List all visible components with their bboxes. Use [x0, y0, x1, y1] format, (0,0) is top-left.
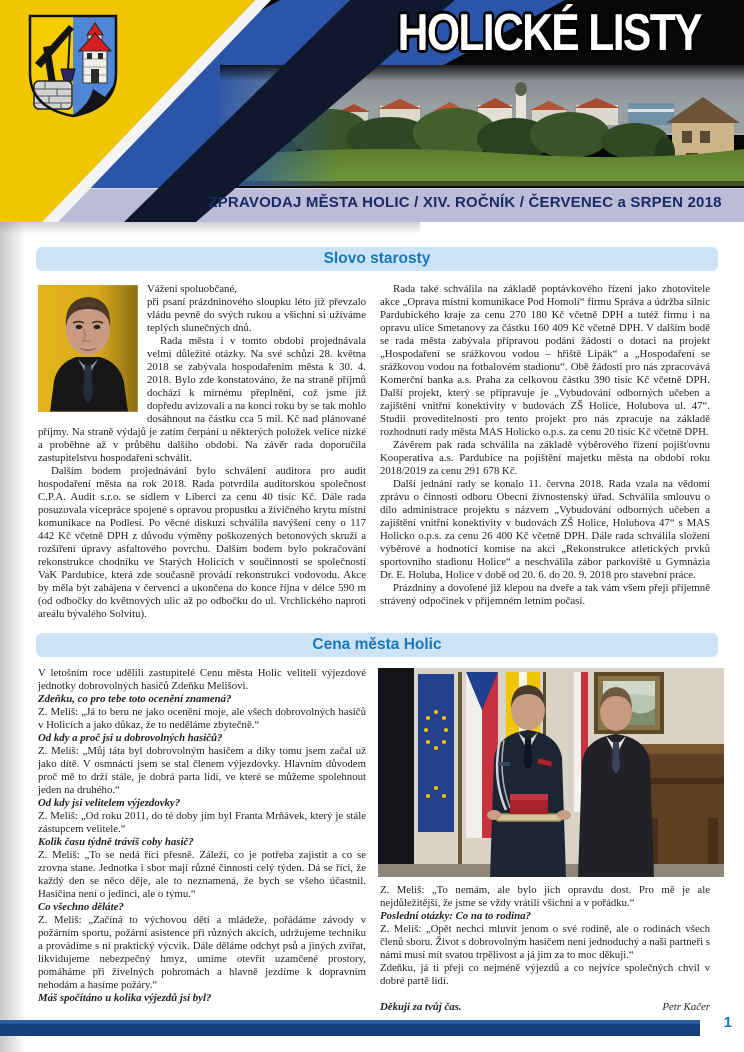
section-header-slovo-starosty	[36, 247, 718, 271]
paragraph: Zdeňku, já ti přeji co nejméně výjezdů a co nejvíce společných chvil v dobré partě lidí.	[380, 962, 710, 987]
page-edge-shadow	[0, 222, 26, 1052]
paragraph: Od kdy a proč jsi u dobrovolných hasičů?	[38, 732, 223, 744]
coat-of-arms-icon	[27, 13, 119, 119]
paragraph: Dalším bodem projednávání bylo schválení auditora pro audit hospodaření města na rok 2018. Rada potvrdila auditorskou společnost C.P.A. Audit s.r.o. se sídlem v Liberci za cenu 40 tisíc Kč. Dále rada posuzovala vícepráce spojené s opravou propustku a živičného krytu místní komunikace na Podlesí. Po věcné diskuzi schválila navýšení ceny o 117 442 Kč včetně DPH z důvodu výměny poškozených betonových skruží a rozšíření úpravy asfaltového povrchu. Dalším bodem bylo pokračování rekonstrukce chodníku ve Starých Holicích v součinnosti se společností VaK Pardubice, která zde současně provádí rekonstrukci vodovodu. Akce by měla být zahájena v červenci a ukončena do konce října v délce 590 m (od odbočky do květnových ulic až po odbočku do ul. Vrchlického naproti areálu bývalého Solvitu).	[38, 465, 366, 620]
interview-column-left	[38, 667, 366, 1005]
article-column-right	[380, 283, 710, 608]
paragraph: Zdeňku, co pro tebe toto ocenění znamená?	[38, 693, 232, 705]
paragraph: při psaní prázdninového sloupku léto již převzalo vládu pevně do svých rukou a všichni si užíváme teplých slunečných dnů.	[147, 296, 366, 334]
section-header-cena-mesta	[36, 633, 718, 657]
paragraph: Co všechno děláte?	[38, 901, 124, 913]
paragraph: V letošním roce udělili zastupitelé Cenu města Holic veliteli výjezdové jednotky dobrovolných hasičů Zdeňku Melišovi.	[38, 667, 366, 692]
newsletter-title: HOLICKÉ LISTY	[397, 4, 701, 62]
masthead	[0, 0, 744, 222]
award-ceremony-photo	[378, 668, 724, 877]
paragraph: Rada města i v tomto období projednávala velmi důležité otázky. Na své schůzi 28. května 2018 se zabývala hospodařením města k 30. 4. 2018. Bylo zde konstatováno, že na straně příjmů dochází k mírnému přeplnění, což jsme již dopředu avizovali a na konci roku by se tak mohlo dosáhnout na částku cca 5 mil. Kč nad plánované příjmy. Na straně výdajů je zatím čerpání u některých položek velice nízké a proběhne až v průběhu dalšího období. Na závěr rada doporučila zastupitelstvu hospodaření schválit.	[38, 335, 366, 464]
paragraph: Z. Meliš: „Začíná to výchovou dětí a mládeže, pořádáme závody v požárním sportu, požární asistence při různých akcích, udržujeme techniku a provádíme s ní praktický výcvik. Dále děláme odchyt psů a jiných zvířat, likvidujeme nebezpečný hmyz, umíme otevřít uzamčené prostory, pomáháme při živelných pohromách a hlavně jezdíme k dopravním nehodám a hasíme požáry.“	[38, 914, 366, 991]
paragraph: Vážení spoluobčané,	[147, 283, 237, 295]
paragraph: Z. Meliš: „Já to beru ne jako ocenění moje, ale všech dobrovolných hasičů v Holicích a jako důkaz, že to neděláme zbytečně.“	[38, 706, 366, 731]
footer-bar	[0, 1020, 700, 1036]
signoff-row	[380, 1001, 710, 1014]
article-column-left	[38, 283, 366, 621]
paragraph: Další jednání rady se konalo 11. června 2018. Rada vzala na vědomí zprávu o činnosti odboru Obecní živnostenský úřad. Schválila smlouvu o dílo administrace projektu s názvem „Vybudování odborných učeben a zajištění vnitřní konektivity v budovách ZŠ Holice, Holubova 47“ s MAS Holicko o.p.s. za cenu 26 400 Kč včetně DPH. Dále rada schválila složení výběrové a hodnotící komise na akci „Rekonstrukce atletických prvků sportovního stadionu Holice“ a neschválila zábor parkoviště u Gymnázia Dr. E. Holuba, Holice v době od 20. 6. do 20. 9. 2018 pro stavební práce.	[380, 478, 710, 581]
paragraph: Z. Meliš: „To nemám, ale bylo jich opravdu dost. Pro mě je ale nejdůležitější, že jsme se vždy vrátili všichni a v pořádku.“	[380, 884, 710, 909]
paragraph: Z. Meliš: „Můj táta byl dobrovolným hasičem a díky tomu jsem začal už jako dítě. V osmnácti jsem se stal členem výjezdovky. Hlavním důvodem proč mě to drží stále, je dobrá parta lidí, ve které se můžeme spolehnout jeden na druhého.“	[38, 745, 366, 796]
paragraph: Od kdy jsi velitelem výjezdovky?	[38, 797, 181, 809]
mayor-portrait-photo	[38, 285, 138, 412]
page-number: 1	[723, 1014, 732, 1031]
paragraph: Kolik času týdně trávíš coby hasič?	[38, 836, 194, 848]
issue-subtitle: ZPRAVODAJ MĚSTA HOLIC / XIV. ROČNÍK / ČERVENEC a SRPEN 2018	[208, 194, 722, 211]
paragraph: Z. Meliš: „To se nedá říci přesně. Záleží, co je potřeba zajistit a co se zrovna stane. Jednotka i sbor mají různé činnosti celý týden. Dá se říci, že každý den se něco děje, ale to neznamená, že bych se všeho účastnil. Hasičina není o jedinci, ale o týmu.“	[38, 849, 366, 900]
header-shadow	[0, 222, 420, 234]
interview-column-right	[380, 884, 710, 988]
paragraph: Rada také schválila na základě poptávkového řízení jako zhotovitele akce „Oprava místní komunikace Pod Homolí“ firmu Správa a údržba silnic Pardubického kraje za cenu 270 180 Kč včetně DPH a tutéž firmu i na opravu ulice Smetanovy za částku 160 409 Kč včetně DPH. V dalším bodě se rada města zabývala přípravou podání žádostí o dotaci na projekt „Hospodaření se srážkovou vodou – hřiště Lipák“ a „Hospodaření se srážkovou vodou na fotbalovém stadionu“. Obě žádosti pro nás zpracovává Komerční banka a.s. Praha za celkovou částku 390 tisíc Kč včetně DPH. Další projekt, který se připravuje je „Vybudování odborných učeben a zajištění vnitřní konektivity v budovách ZŠ Holice, Holubova ul. 47“. Studii proveditelnosti pro tento projekt pro nás zpracuje na základě rozhodnutí rady města MAS Holicko o.p.s. za cenu 20 tisíc Kč včetně DPH.	[380, 283, 710, 438]
signoff-thanks: Děkuji za tvůj čas.	[380, 1001, 462, 1013]
paragraph: Máš spočítáno u kolika výjezdů jsi byl?	[38, 992, 212, 1004]
paragraph: Poslední otázky: Co na to rodina?	[380, 910, 531, 922]
paragraph: Závěrem pak rada schválila na základě výběrového řízení pojišťovnu Kooperativa a.s. Pardubice na pojištění majetku města na období roku 2018/2019 za cenu 291 678 Kč.	[380, 439, 710, 477]
eu-flag	[418, 674, 454, 832]
signoff-author: Petr Kačer	[662, 1001, 710, 1013]
section-title: Cena města Holic	[312, 636, 442, 653]
paragraph: Z. Meliš: „Od roku 2011, do té doby jím byl Franta Mrňávek, který je stále zástupcem velitele.“	[38, 810, 366, 835]
section-title: Slovo starosty	[323, 250, 431, 267]
paragraph: Prázdniny a dovolené již klepou na dveře a tak vám všem přeji příjemně strávený odpočinek v příjemném letním počasí.	[380, 582, 710, 607]
paragraph: Z. Meliš: „Opět nechci mluvit jenom o své rodině, ale o rodinách všech členů sboru. Život s dobrovolným hasičem není jednoduchý a naši partneři s námi musí mít svatou trpělivost a já jim za to moc děkuji.“	[380, 923, 710, 961]
